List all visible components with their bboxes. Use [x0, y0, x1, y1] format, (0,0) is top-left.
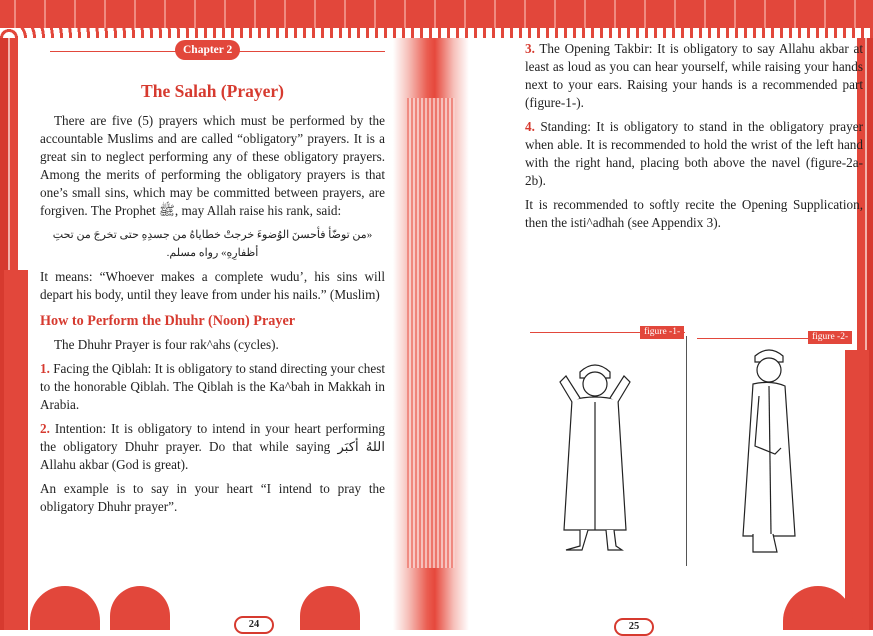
page-number-right: 25: [614, 618, 654, 636]
step-4-text: Standing: It is obligatory to stand in the obligatory prayer when able. It is recommended to hold the wrist of the left hand with the right hand, placing both above the navel (figure-2a-2b).: [525, 119, 863, 188]
right-page: [525, 40, 863, 238]
intro-paragraph: There are five (5) prayers which must be performed by the accountable Muslims and are called “obligatory” prayers. It is a great sin to neglect performing any of these obligatory prayers. Among the merits of performing the obligatory prayers is that one’s small sins, which may be committed between prayers, are forgiven. The Prophet ﷺ, may Allah raise his rank, said:: [40, 113, 385, 218]
step-2-text: Intention: It is obligatory to intend in your heart performing the obligatory Dhuhr prayer. Do that while saying اللهُ أكبَر Allahu akbar (God is great).: [40, 421, 386, 472]
recommend-paragraph: It is recommended to softly recite the Opening Supplication, then the isti^adhah (see Appendix 3).: [525, 197, 863, 230]
minaret-left: [4, 270, 28, 630]
gutter-column: [407, 98, 455, 568]
page-title: The Salah (Prayer): [141, 81, 284, 101]
step-3-text: The Opening Takbir: It is obligatory to say Allahu akbar at least as loud as you can hear yourself, while raising your hands next to your ears. Raising your hands is a recommended part (figure-1-).: [525, 41, 863, 110]
ornamental-top-border: [0, 0, 873, 38]
step-3-number: 3.: [525, 41, 535, 56]
figure-divider: [686, 336, 687, 566]
section-intro: The Dhuhr Prayer is four rak^ahs (cycles).: [54, 337, 279, 352]
chapter-badge: Chapter 2: [175, 40, 240, 60]
dome-left-2: [110, 586, 170, 630]
dome-left-3: [300, 586, 360, 630]
book-gutter: [393, 38, 469, 630]
hadith-meaning: It means: “Whoever makes a complete wudu’, his sins will depart his body, until they leave from under his nails.” (Muslim): [40, 269, 385, 302]
minaret-right: [845, 350, 869, 630]
dome-left-1: [30, 586, 100, 630]
step-1-number: 1.: [40, 361, 50, 376]
hadith-arabic: «من توضّأ فأحسنَ الوُضوءَ خرجتْ خطاياهُ من جسدِهِ حتى تخرجَ من تحتِ أظفارِهِ» رواه مسلم.: [52, 229, 373, 259]
figure-1-boy-takbir: [550, 342, 640, 560]
figure-2-boy-standing: [725, 346, 815, 564]
dome-right: [783, 586, 853, 630]
step-1: [40, 360, 385, 414]
step-1-text: Facing the Qiblah: It is obligatory to stand directing your chest to the honorable Qiblah. The Qiblah is the Ka^bah in Makkah in Arabia.: [40, 361, 386, 412]
example-paragraph: An example is to say in your heart “I intend to pray the obligatory Dhuhr prayer”.: [40, 481, 385, 514]
step-2-number: 2.: [40, 421, 50, 436]
figure-2-label: figure -2-: [808, 331, 852, 344]
step-4: [525, 118, 863, 190]
step-2: [40, 420, 385, 474]
page-number-left: 24: [234, 616, 274, 634]
step-4-number: 4.: [525, 119, 535, 134]
step-3: [525, 40, 863, 112]
figure-1-label: figure -1-: [640, 326, 684, 339]
section-heading: How to Perform the Dhuhr (Noon) Prayer: [40, 313, 296, 329]
left-page: [40, 40, 385, 522]
